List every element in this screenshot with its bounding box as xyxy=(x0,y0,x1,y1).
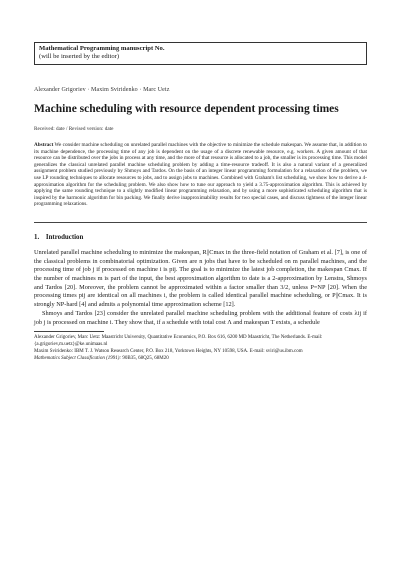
journal-line-2: (will be inserted by the editor) xyxy=(39,53,120,60)
section-heading-introduction xyxy=(34,234,367,241)
msc-label: Mathematics Subject Classification (1991): xyxy=(34,356,122,362)
footnote-block xyxy=(34,335,367,362)
paper-page xyxy=(34,42,367,363)
footnote-divider xyxy=(34,331,104,332)
abstract xyxy=(34,142,367,208)
received-dates: Received: date / Revised version: date xyxy=(34,126,114,132)
abstract-label: Abstract xyxy=(34,142,54,148)
journal-line-1: Mathematical Programming manuscript No. xyxy=(39,45,165,52)
paper-title: Machine scheduling with resource dependent processing times xyxy=(34,103,339,115)
abstract-divider xyxy=(34,222,367,223)
msc-codes: 90B35, 68Q25, 68M20 xyxy=(122,356,169,362)
introduction-body xyxy=(34,249,367,327)
msc-classification xyxy=(34,356,367,362)
abstract-text: We consider machine scheduling on unrelated parallel machines with the objective to minimize the schedule makespan. We assume that, in addition to its machine dependence, the processing time of any job is dependent on the usage of a discrete renewable resource, e.g. workers. A given amount of that resource can be distributed over the jobs in process at any time, and the more of that resource is allocated to a job, the smaller is its processing time. This model generalizes the classical unrelated parallel machine scheduling problem by adding a time-resource tradeoff. It is also a natural variant of a generalized assignment problem studied previously by Shmoys and Tardos. On the basis of an integer linear programming formulation for a relaxation of the problem, we use LP rounding techniques to allocate resources to jobs, and to assign jobs to machines. Combined with Graham's list scheduling, we show how to derive a 4-approximation algorithm for the scheduling problem. We also show how to tune our approach to yield a 3.75-approximation algorithm. This is achieved by applying the same rounding technique to a slightly modified linear programming relaxation, and by using a more sophisticated scheduling algorithm that is inspired by the harmonic algorithm for bin packing. We finally derive inapproximability results for two special cases, and discuss tightness of the integer linear programming relaxations. xyxy=(34,142,368,208)
section-number: 1. xyxy=(34,233,40,241)
footnote-affiliation-1: Alexander Grigoriev, Marc Uetz: Maastricht University, Quantitative Economics, P.O. Box 616, 6200 MD Maastricht, The Netherlands. E-mail: {a.grigoriev,m.uetz}@ke.unimaas.nl xyxy=(34,335,323,347)
intro-paragraph-1: Unrelated parallel machine scheduling to minimize the makespan, R||Cmax in the three-field notation of Graham et al. [7], is one of the classical problems in combinatorial optimization. Given are n jobs that have to be scheduled on m parallel machines, and the processing time of job j if processed on machine i is pij. The goal is to minimize the latest job completion, the makespan Cmax. If the number of machines m is part of the input, the best approximation algorithm to date is a 2-approximation by Lenstra, Shmoys and Tardos [20]. Moreover, the problem cannot be approximated within a factor smaller than 3/2, unless P=NP [20]. When the processing times pij are identical on all machines i, the problem is called identical parallel machine scheduling, or P||Cmax. It is strongly NP-hard [4] and admits a polynomial time approximation scheme [12]. xyxy=(34,248,367,309)
journal-header-box xyxy=(34,42,367,65)
footnote-affiliation-2: Maxim Sviridenko: IBM T. J. Watson Research Center, P.O. Box 218, Yorktown Heights, NY 10598, USA. E-mail: sviri@us.ibm.com xyxy=(34,348,303,354)
section-title: Introduction xyxy=(45,233,84,241)
intro-paragraph-2: Shmoys and Tardos [23] consider the unrelated parallel machine scheduling problem with the additional feature of costs λij if job j is processed on machine i. They show that, if a schedule with total cost Λ and makespan T exists, a schedule xyxy=(34,309,367,326)
author-list: Alexander Grigoriev · Maxim Sviridenko · Marc Uetz xyxy=(34,87,170,93)
